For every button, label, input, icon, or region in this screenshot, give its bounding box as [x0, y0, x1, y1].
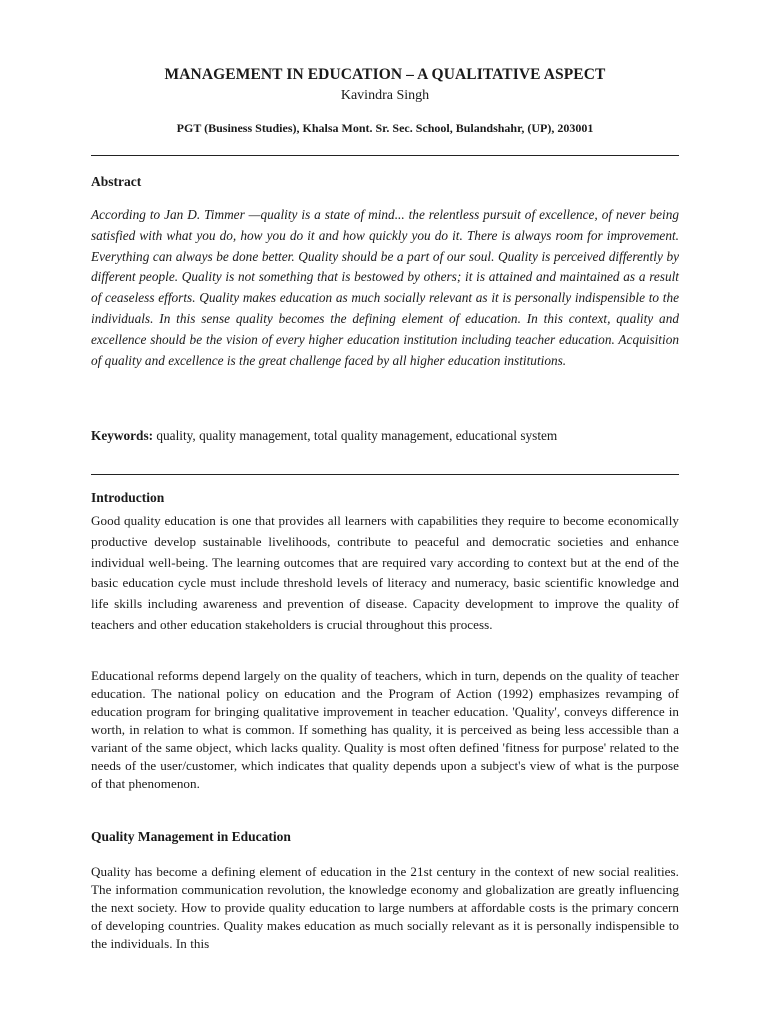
- introduction-heading: Introduction: [91, 490, 165, 505]
- keywords-label: Keywords:: [91, 428, 154, 443]
- author-affiliation: PGT (Business Studies), Khalsa Mont. Sr. Sec. School, Bulandshahr, (UP), 203001: [176, 121, 594, 135]
- divider-top: [91, 155, 679, 156]
- abstract-text: According to Jan D. Timmer —quality is a state of mind... the relentless pursuit of excellence, of never being satisfied with what you do, how you do it and how quickly you do it. There is always room for improvement. Everything can always be done better. Quality should be a part of our soul. Quality is perceived differently by different people. Quality is not something that is bestowed by others; it is attained and maintained as a result of ceaseless efforts. Quality makes education as much socially relevant as it is personally indispensible to the individuals. In this sense quality becomes the defining element of education. In this context, quality and excellence should be the vision of every higher education institution including teacher education. Acquisition of quality and excellence is the great challenge faced by all higher education institutions.: [91, 207, 679, 368]
- divider-bottom: [91, 474, 679, 475]
- quality-management-paragraph-1: Quality has become a defining element of education in the 21st century in the context of new social realities. The information communication revolution, the knowledge economy and globalization are greatly influencing the next society. How to provide quality education to large numbers at affordable costs is the primary concern of developing countries. Quality makes education as much socially relevant as it is personally indispensible to the individuals. In this: [91, 864, 679, 951]
- quality-management-heading: Quality Management in Education: [91, 829, 291, 844]
- introduction-paragraph-2: Educational reforms depend largely on the quality of teachers, which in turn, depends on the quality of teacher education. The national policy on education and the Program of Action (1992) emphasizes revamping of education program for bringing qualitative improvement in teacher education. 'Quality', conveys difference in worth, in relation to what is common. If something has quality, it is perceived as being less accessible than a variant of the same object, which lacks quality. Quality is most often defined 'fitness for purpose' related to the needs of the user/customer, which indicates that quality depends upon a subject's view of what is the purpose of that phenomenon.: [91, 668, 679, 791]
- paper-title: MANAGEMENT IN EDUCATION – A QUALITATIVE ASPECT: [164, 66, 606, 83]
- author-name: Kavindra Singh: [340, 88, 430, 103]
- introduction-paragraph-1: Good quality education is one that provides all learners with capabilities they require to become economically productive develop sustainable livelihoods, contribute to peaceful and democratic societies and enhance individual well-being. The learning outcomes that are required vary according to context but at the end of the basic education cycle must include threshold levels of literacy and numeracy, basic scientific knowledge and life skills including awareness and prevention of disease. Capacity development to improve the quality of teachers and other education stakeholders is crucial throughout this process.: [91, 513, 679, 632]
- keywords-line: [91, 426, 679, 446]
- abstract-heading: Abstract: [91, 174, 142, 189]
- keywords-text: quality, quality management, total quality management, educational system: [153, 428, 558, 443]
